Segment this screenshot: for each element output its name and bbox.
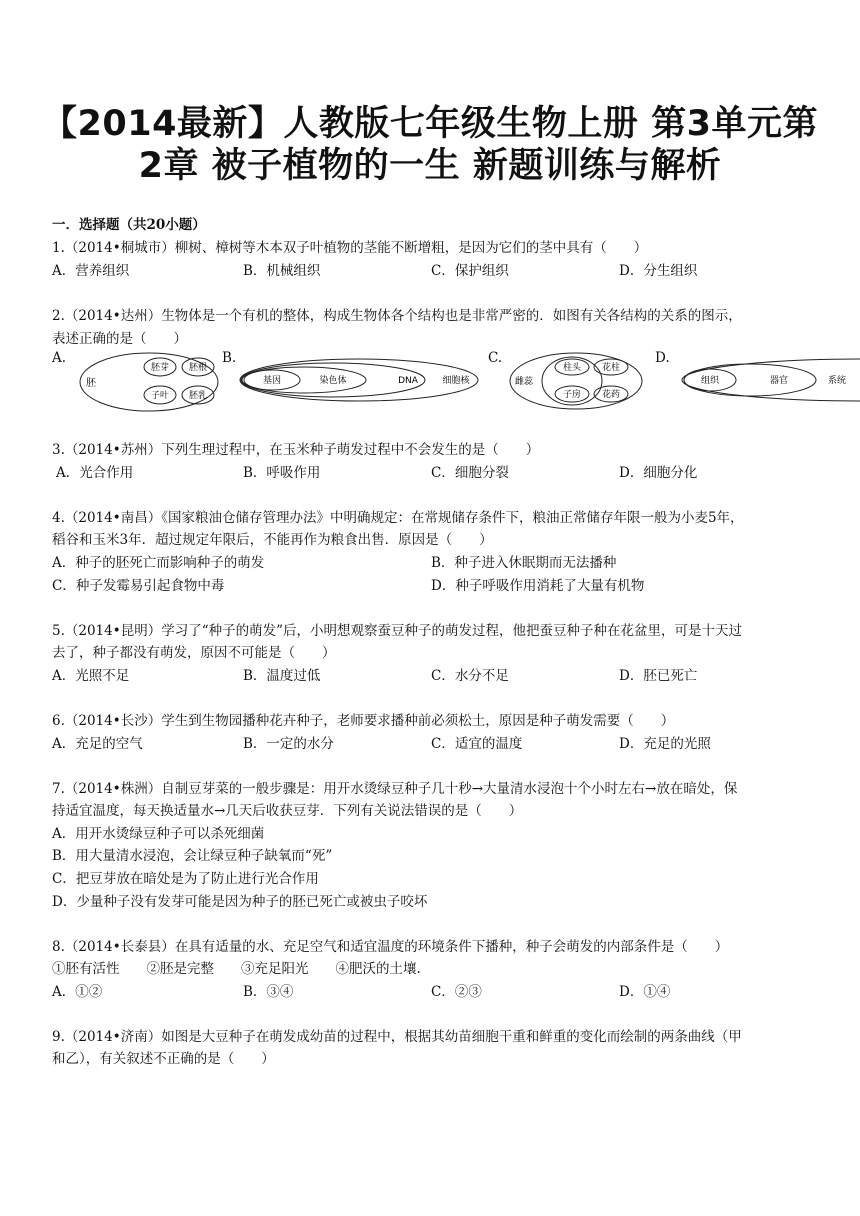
diagram-d-ring-1: 组织	[700, 376, 720, 386]
question-9-stem-line-1: 9.（2014•济南）如图是大豆种子在萌发成幼苗的过程中，根据其幼苗细胞干重和鲜重的变化而绘制的两条曲线（甲	[52, 1029, 742, 1045]
diagram-b-ring-3: DNA	[398, 376, 418, 386]
diagram-b-ring-1: 基因	[262, 376, 282, 386]
section-heading: 一．选择题（共20小题）	[52, 217, 206, 233]
diagram-c-item-1: 柱头	[562, 363, 582, 373]
question-1-option-c: C．保护组织	[431, 263, 509, 279]
question-3-option-a: A．光合作用	[56, 465, 134, 481]
question-4-option-a: A．种子的胚死亡而影响种子的萌发	[52, 555, 265, 571]
diagram-a-outer-text: 胚	[86, 378, 96, 389]
question-3-option-b: B．呼吸作用	[243, 465, 321, 481]
question-4-option-b: B．种子进入休眠期而无法播种	[431, 555, 617, 571]
question-4-stem-line-1: 4.（2014•南昌）《国家粮油仓储存管理办法》中明确规定：在常规储存条件下，粮油正常储存年限一般为小麦5年，	[52, 510, 744, 526]
question-8-option-b: B．③④	[243, 984, 294, 1000]
question-6-option-d: D．充足的光照	[619, 736, 711, 752]
question-1-stem: 1.（2014•桐城市）柳树、樟树等木本双子叶植物的茎能不断增粗，是因为它们的茎中具有（ ）	[52, 240, 648, 256]
question-7-option-b: B．用大量清水浸泡，会让绿豆种子缺氧而“死”	[52, 848, 333, 864]
question-7-option-c: C．把豆芽放在暗处是为了防止进行光合作用	[52, 871, 319, 887]
diagram-d-ring-3: 系统	[827, 376, 847, 386]
document-title-line-1: 【2014最新】人教版七年级生物上册 第3单元第	[42, 104, 818, 144]
document-title-line-2: 2章 被子植物的一生 新题训练与解析	[138, 146, 722, 186]
diagram-a-item-2: 胚根	[188, 363, 208, 373]
question-2-stem-line-2: 表述正确的是（ ）	[52, 331, 187, 347]
question-7-stem-line-2: 持适宜温度，每天换适量水→几天后收获豆芽．下列有关说法错误的是（ ）	[52, 803, 523, 819]
diagram-c-item-4: 花药	[601, 390, 621, 400]
question-3-option-c: C．细胞分裂	[431, 465, 509, 481]
question-8-stem-line-1: 8.（2014•长泰县）在具有适量的水、充足空气和适宜温度的环境条件下播种，种子会萌发的内部条件是（ ）	[52, 939, 729, 955]
question-8-option-a: A．①②	[52, 984, 103, 1000]
diagram-b-ring-4: 细胞核	[442, 376, 470, 386]
diagram-b-ring-2: 染色体	[319, 376, 347, 386]
diagram-c-item-2: 花柱	[601, 363, 621, 373]
diagram-d-label: D.	[655, 350, 670, 366]
diagram-a-label: A.	[52, 350, 67, 366]
diagram-c-item-3: 子房	[562, 390, 582, 400]
diagram-a	[78, 350, 220, 414]
question-6-option-c: C．适宜的温度	[431, 736, 523, 752]
diagram-b-label: B.	[222, 350, 237, 366]
diagram-c	[508, 350, 644, 412]
question-8-option-c: C．②③	[431, 984, 482, 1000]
question-4-option-c: C．种子发霉易引起食物中毒	[52, 578, 225, 594]
question-4-stem-line-2: 稻谷和玉米3年．超过规定年限后，不能再作为粮食出售．原因是（ ）	[52, 532, 493, 548]
diagram-c-label: C.	[488, 350, 503, 366]
question-5-stem-line-2: 去了，种子都没有萌发，原因不可能是（ ）	[52, 645, 336, 661]
question-5-option-b: B．温度过低	[243, 668, 321, 684]
question-1-option-b: B．机械组织	[243, 263, 321, 279]
diagram-d-ring-2: 器官	[769, 376, 789, 386]
diagram-c-outer-text: 雌蕊	[515, 377, 534, 387]
question-5-stem-line-1: 5.（2014•昆明）学习了“种子的萌发”后，小明想观察蚕豆种子的萌发过程，他把蚕豆种子种在花盆里，可是十天过	[52, 623, 743, 639]
diagram-b	[238, 356, 482, 404]
diagram-d	[680, 356, 860, 404]
question-8-option-d: D．①④	[619, 984, 671, 1000]
question-7-option-d: D．少量种子没有发芽可能是因为种子的胚已死亡或被虫子咬坏	[52, 894, 428, 910]
question-1-option-d: D．分生组织	[619, 263, 698, 279]
question-7-stem-line-1: 7.（2014•株洲）自制豆芽菜的一般步骤是：用开水烫绿豆种子几十秒→大量清水浸泡十个小时左右→放在暗处，保	[52, 781, 738, 797]
question-5-option-c: C．水分不足	[431, 668, 509, 684]
question-7-option-a: A．用开水烫绿豆种子可以杀死细菌	[52, 826, 265, 842]
question-6-stem: 6.（2014•长沙）学生到生物园播种花卉种子，老师要求播种前必须松土，原因是种子萌发需要（ ）	[52, 713, 675, 729]
question-9-stem-line-2: 和乙），有关叙述不正确的是（ ）	[52, 1051, 275, 1067]
question-6-option-b: B．一定的水分	[243, 736, 334, 752]
question-4-option-d: D．种子呼吸作用消耗了大量有机物	[431, 578, 645, 594]
question-3-stem: 3.（2014•苏州）下列生理过程中，在玉米种子萌发过程中不会发生的是（ ）	[52, 442, 540, 458]
question-5-option-d: D．胚已死亡	[619, 668, 698, 684]
diagram-a-item-3: 子叶	[150, 391, 170, 401]
question-1-option-a: A．营养组织	[52, 263, 130, 279]
question-5-option-a: A．光照不足	[52, 668, 130, 684]
diagram-a-item-4: 胚乳	[188, 391, 208, 401]
question-3-option-d: D．细胞分化	[619, 465, 698, 481]
question-2-stem-line-1: 2.（2014•达州）生物体是一个有机的整体，构成生物体各个结构也是非常严密的．如图有关各结构的关系的图示，	[52, 308, 742, 324]
diagram-a-item-1: 胚芽	[150, 363, 170, 373]
question-6-option-a: A．充足的空气	[52, 736, 143, 752]
question-8-stem-line-2: ①胚有活性 ②胚是完整 ③充足阳光 ④肥沃的土壤.	[52, 961, 421, 977]
